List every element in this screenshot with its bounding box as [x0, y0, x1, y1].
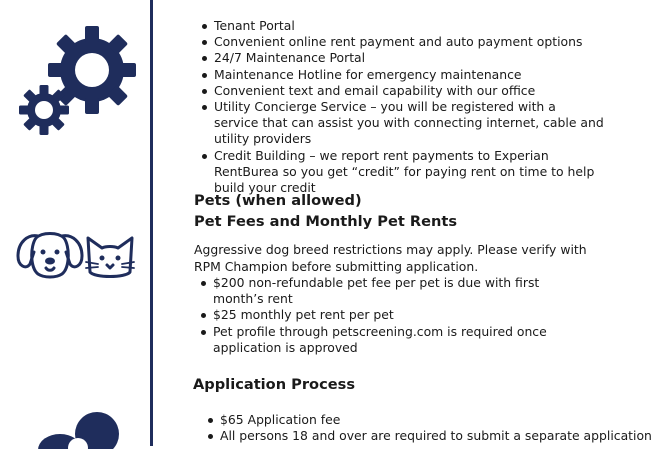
gears-icon — [12, 14, 142, 144]
list-item: Credit Building – we report rent payments to Experian RentBurea so you get “credit” for paying rent on time to help build your credit — [214, 148, 604, 197]
list-item: Tenant Portal — [214, 18, 604, 34]
pets-intro-text: Aggressive dog breed restrictions may apply. Please verify with RPM Champion before submitting application. — [194, 242, 587, 274]
list-item: Maintenance Hotline for emergency maintenance — [214, 67, 604, 83]
features-list — [214, 18, 604, 196]
list-item: $65 Application fee — [220, 412, 610, 428]
pet-fees-heading: Pet Fees and Monthly Pet Rents — [194, 213, 458, 230]
list-item: Convenient text and email capability with our office — [214, 83, 604, 99]
list-item: Utility Concierge Service – you will be registered with a service that can assist you with connecting internet, cable and utility providers — [214, 99, 604, 147]
application-heading: Application Process — [193, 376, 356, 393]
list-item: Convenient online rent payment and auto payment options — [214, 34, 604, 50]
pets-list — [213, 275, 593, 356]
list-item: $200 non-refundable pet fee per pet is due with first month’s rent — [213, 275, 593, 307]
list-item: All persons 18 and over are required to submit a separate application — [220, 428, 652, 444]
application-list — [220, 412, 652, 444]
list-item: 24/7 Maintenance Portal — [214, 50, 604, 66]
dog-and-cat-icon — [14, 228, 134, 284]
list-item: $25 monthly pet rent per pet — [213, 307, 593, 323]
people-icon — [30, 408, 130, 446]
list-item: Pet profile through petscreening.com is required once application is approved — [213, 324, 593, 356]
pets-heading: Pets (when allowed) — [194, 192, 362, 209]
vertical-divider — [150, 0, 153, 446]
